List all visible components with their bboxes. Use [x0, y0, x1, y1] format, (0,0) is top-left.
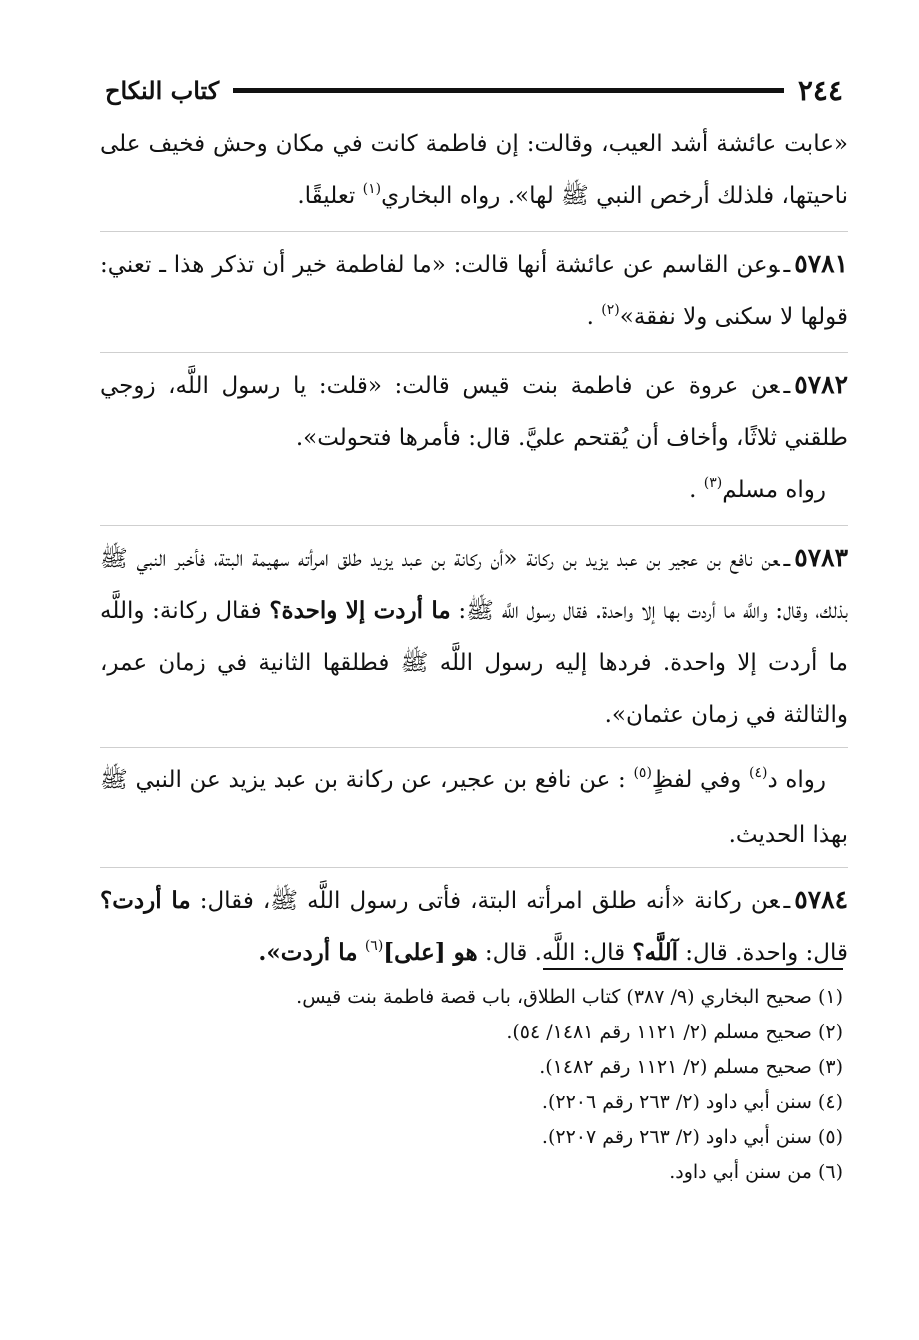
dash: ـ [783, 373, 791, 399]
footnote-rule [543, 968, 843, 970]
entry-text: عن نافع بن عجير بن عبد يزيد بن ركانة «أن ركانة بن عبد يزيد طلق امرأته سهيمة البتة، فأخبر النبي ﷺ بذلك، وقال: واللَّه ما أردت بها إلا واحدة. فقال رسول اللَّه ﷺ: [100, 546, 849, 624]
separator [100, 352, 848, 353]
hadith-entry [100, 238, 848, 346]
entry-text: عن عروة عن فاطمة بنت قيس قالت: «قلت: يا رسول اللَّه، زوجي طلقني ثلاثًا، وأخاف أن يُقتحم عليَّ. قال: فأمرها فتحولت». [100, 373, 848, 451]
entry-text: قال: واحدة. قال: [685, 940, 848, 966]
footnote-ref: (٢) [601, 302, 620, 318]
entry-text: رواه د [767, 767, 827, 793]
entry-bold-text: ما أردت». [258, 939, 358, 966]
hadith-entry [100, 359, 848, 519]
hadith-number: ٥٧٨٢ [794, 370, 848, 399]
entry-text: رواه مسلم [722, 477, 826, 503]
entry-bold-text: ما أردت إلا واحدة؟ [269, 597, 451, 624]
separator [100, 867, 848, 868]
page-number: ٢٤٤ [797, 73, 843, 107]
entry-text: فقال ركانة: واللَّه ما أردت إلا واحدة. فردها إليه رسول اللَّه ﷺ فطلقها الثانية في زمان عمر، والثالثة في زمان عثمان». [100, 598, 848, 728]
book-title: كتاب النكاح [105, 75, 220, 105]
footnote-ref: (٥) [633, 765, 652, 781]
hadith-number: ٥٧٨٣ [794, 543, 848, 572]
entry-text: . [586, 304, 594, 330]
footnote-item: (١) صحيح البخاري (٩/ ٣٨٧) كتاب الطلاق، باب قصة فاطمة بنت قيس. [296, 986, 843, 1008]
hadith-number: ٥٧٨٤ [794, 885, 849, 914]
entry-bold-text: هو [على] [383, 939, 478, 966]
dash: ـ [783, 546, 791, 572]
running-header [105, 68, 843, 112]
hadith-entry [100, 874, 848, 982]
separator [100, 525, 848, 526]
footnote-item: (٢) صحيح مسلم (٢/ ١١٢١ رقم ١٤٨١/ ٥٤). [506, 1021, 843, 1043]
header-rule [233, 88, 784, 93]
hadith-entry [100, 532, 848, 741]
footnote-ref: (٦) [364, 938, 384, 954]
footnote-item: (٤) سنن أبي داود (٢/ ٢٦٣ رقم ٢٢٠٦). [541, 1091, 843, 1113]
footnote-ref: (١) [362, 181, 382, 197]
footnote-item: (٦) من سنن أبي داود. [669, 1161, 843, 1183]
entry-attribution [100, 754, 848, 861]
footnote-item: (٣) صحيح مسلم (٢/ ١١٢١ رقم ١٤٨٢). [539, 1056, 843, 1078]
footnote-ref: (٣) [703, 475, 723, 491]
dash: ـ [783, 888, 791, 914]
entry-continuation [100, 118, 848, 225]
main-text [100, 118, 848, 988]
entry-text: وفي لفظٍ [651, 767, 742, 793]
footnote-item: (٥) سنن أبي داود (٢/ ٢٦٣ رقم ٢٢٠٧). [541, 1126, 843, 1148]
entry-text: عن ركانة «أنه طلق امرأته البتة، فأتى رسول اللَّه ﷺ، فقال: [199, 888, 780, 914]
footnote-ref: (٤) [748, 765, 768, 781]
entry-text: «عابت عائشة أشد العيب، وقالت: إن فاطمة كانت في مكان وحش فخيف على ناحيتها، فلذلك أرخص النبي ﷺ لها». رواه البخاري [100, 131, 848, 209]
entry-text: : عن نافع بن عجير، عن ركانة بن عبد يزيد عن النبي ﷺ بهذا الحديث. [100, 767, 848, 848]
separator [100, 231, 848, 232]
dash: ـ [783, 252, 791, 278]
entry-text: قال: اللَّه. قال: [484, 940, 626, 966]
hadith-number: ٥٧٨١ [794, 249, 848, 278]
entry-text: وعن القاسم عن عائشة أنها قالت: «ما لفاطمة خير أن تذكر هذا ـ تعني: قولها لا سكنى ولا نفقة» [100, 252, 848, 330]
entry-bold-text: آللَّه؟ [632, 939, 678, 966]
footnotes [203, 980, 843, 1190]
separator [100, 747, 848, 748]
entry-text: تعليقًا. [297, 183, 356, 209]
entry-bold-text: ما أردت؟ [100, 887, 191, 914]
entry-text: . [689, 477, 697, 503]
